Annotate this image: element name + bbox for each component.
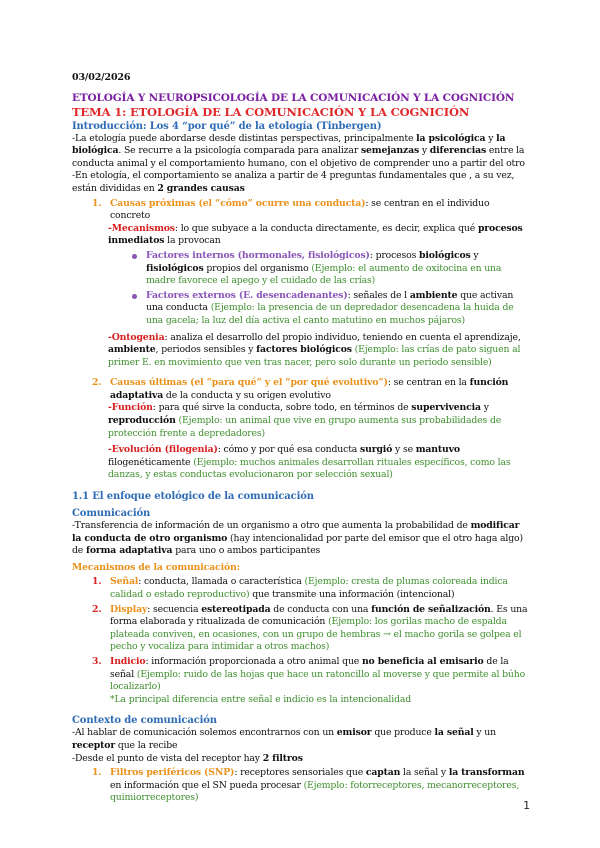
contexto-heading: Contexto de comunicación — [72, 715, 217, 727]
bullet-icon — [132, 294, 137, 299]
intro-heading: Introducción: Los 4 “por qué” de la etología (Tinbergen) — [72, 120, 382, 132]
causas-ultimas-heading: Causas últimas (el “para qué” y el “por qué evolutivo”) — [110, 377, 388, 389]
bullet-icon — [132, 254, 137, 259]
mecanismos-block: -Mecanismos: lo que subyace a la conducta directamente, es decir, explica qué procesos inmediatos la provocan — [108, 222, 523, 247]
intro-paragraph-1: -La etología puede abordarse desde distintas perspectivas, principalmente la psicológica y la biológica. Se recurre a la psicología comparada para analizar semejanzas y diferencias entre la conducta animal y el comportamiento humano, con el objetivo de comprender uno a partir del otro — [72, 132, 525, 169]
factores-internos-item: Factores internos (hormonales, fisiológicos): procesos biológicos y fisiológicos propios del organismo (Ejemplo: el aumento de oxitocina en una madre favorece el apego y el cuidado de las crías) — [72, 250, 528, 288]
mecanismos-comunicacion-heading: Mecanismos de la comunicación: — [72, 561, 240, 573]
display-item: 2. Display: secuencia estereotipada de conducta con una función de señalización. Es una forma elaborada y ritualizada de comunicación (Ejemplo: los gorilas macho de espalda plateada conviven, en ocasiones, con un grupo de hembras → el macho gorila se golpea el pecho y vocaliza para intimidar a otros machos) — [92, 603, 528, 653]
section-1-1-heading: 1.1 El enfoque etológico de la comunicación — [72, 491, 314, 503]
causas-proximas-heading: Causas próximas (el “cómo” ocurre una conducta) — [110, 197, 366, 209]
indicio-note: *La principal diferencia entre señal e indicio es la intencionalidad — [110, 693, 412, 705]
mecanismos-label: -Mecanismos — [108, 222, 175, 234]
filtros-perifericos-item: 1. Filtros periféricos (SNP): receptores sensoriales que captan la señal y la transforman en información que el SN pueda procesar (Ejemplo: fotorreceptores, mecanorreceptores, quimiorreceptores) — [92, 767, 525, 804]
contexto-paragraph-1: -Al hablar de comunicación solemos encontrarnos con un emisor que produce la señal y un receptor que la recibe — [72, 727, 496, 751]
comunicacion-heading: Comunicación — [72, 508, 151, 520]
factores-externos-item: Factores externos (E. desencadenantes): señales de l ambiente que activan una conducta (Ejemplo: la presencia de un depredador desencadena la huida de una gacela; la luz del día activa el canto matutino en muchos pájaros) — [72, 290, 528, 328]
list-number: 1. — [92, 197, 102, 209]
document-date: 03/02/2026 — [72, 72, 131, 83]
contexto-paragraph-2: -Desde el punto de vista del receptor hay 2 filtros — [72, 752, 303, 764]
list-number: 2. — [92, 377, 102, 389]
senal-item: 1. Señal: conducta, llamada o característica (Ejemplo: cresta de plumas coloreada indica calidad o estado reproductivo) que transmite una información (intencional) — [92, 576, 508, 600]
funcion-block: -Función: para qué sirve la conducta, sobre todo, en términos de supervivencia y reproducción (Ejemplo: un animal que vive en grupo aumenta sus probabilidades de protección frente a depredadores) — [108, 402, 502, 439]
indicio-item: 3. Indicio: información proporcionada a otro animal que no beneficia al emisario de la señal (Ejemplo: ruido de las hojas que hace un ratoncillo al moverse y que permite al búho localizarlo) *La principal diferencia entre señal e indicio es la intencionalidad — [92, 655, 526, 705]
ontogenia-block: -Ontogenia: analiza el desarrollo del propio individuo, teniendo en cuenta el aprendizaje, ambiente, periodos sensibles y factores biológicos (Ejemplo: las crías de pato siguen al primer E. en movimiento que ven tras nacer, pero solo durante un periodo sensible) — [108, 331, 521, 368]
document-title: ETOLOGÍA Y NEUROPSICOLOGÍA DE LA COMUNICACIÓN Y LA COGNICIÓN — [72, 91, 515, 104]
evolucion-block: -Evolución (filogenia): cómo y por qué esa conducta surgió y se mantuvo filogenéticamente (Ejemplo: muchos animales desarrollan rituales específicos, como las danzas, y estas conductas evolucionaron por selección sexual) — [108, 444, 511, 481]
page-number: 1 — [523, 799, 530, 812]
tema-title: TEMA 1: ETOLOGÍA DE LA COMUNICACIÓN Y LA COGNICIÓN — [72, 104, 470, 119]
intro-paragraph-2: -En etología, el comportamiento se analiza a partir de 4 preguntas fundamentales que , a su vez, están divididas en 2 grandes causas — [72, 170, 515, 194]
comunicacion-definition: -Transferencia de información de un organismo a otro que aumenta la probabilidad de modificar la conducta de otro organismo (hay intencionalidad por parte del emisor que el otro haga algo) de forma adaptativa para uno o ambos participantes — [72, 520, 523, 557]
causas-proximas-item: 1. Causas próximas (el “cómo” ocurre una conducta): se centran en el individuo concreto — [92, 197, 490, 222]
causas-ultimas-item: 2. Causas últimas (el “para qué” y el “por qué evolutivo”): se centran en la función adaptativa de la conducta y su origen evolutivo — [92, 377, 509, 401]
